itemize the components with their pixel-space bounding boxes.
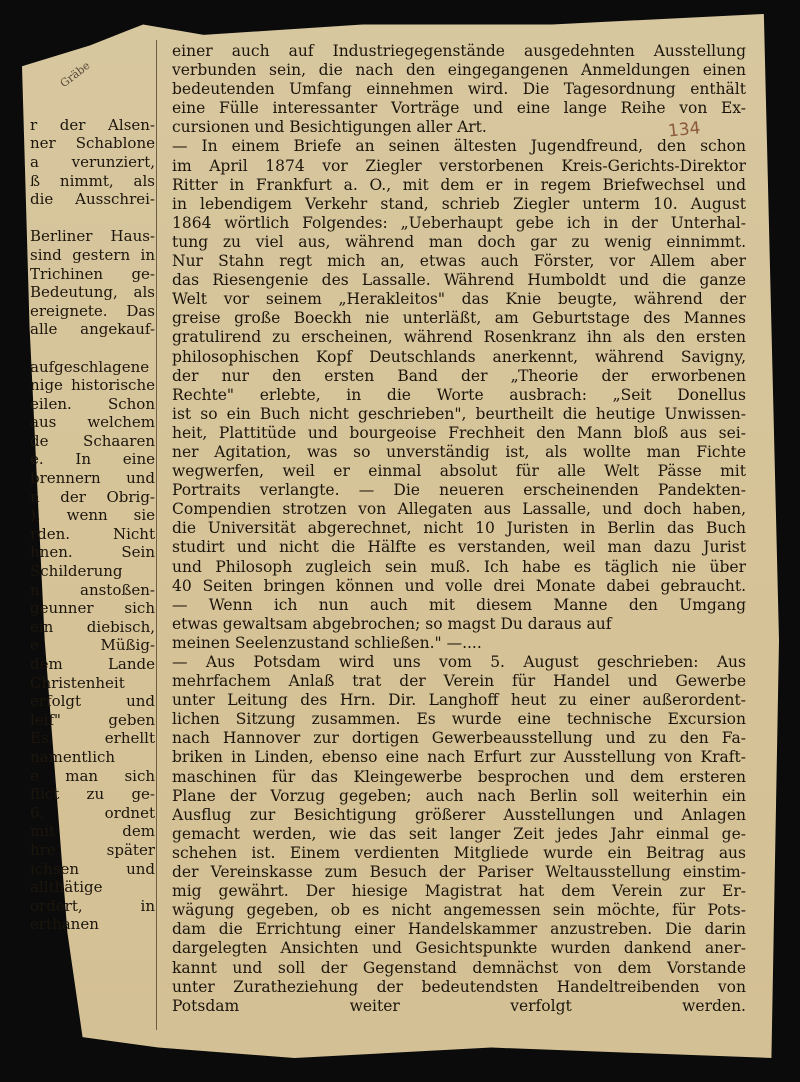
main-line: schehen ist. Einem verdienten Mitgliede wurde ein Beitrag aus (172, 843, 746, 862)
main-line: der nur den ersten Band der „Theorie der erworbenen (172, 366, 746, 385)
left-column-fragment (30, 60, 155, 1020)
main-line: Welt vor seinem „Herakleitos" das Knie beugte, während der (172, 290, 746, 309)
main-line: mig gewährt. Der hiesige Magistrat hat dem Verein zur Er- (172, 882, 746, 901)
left-line (30, 97, 155, 116)
main-line: nach Hannover zur dortigen Gewerbeausstellung und zu den Fa- (172, 729, 746, 748)
left-line (30, 339, 155, 358)
left-line: ner Schablone (30, 134, 155, 153)
left-line: ichsen und (30, 859, 155, 878)
left-line: eilen. Schon (30, 394, 155, 413)
left-line: ordert, in (30, 896, 155, 915)
main-line: maschinen für das Kleingewerbe besprochen und dem ersteren (172, 767, 746, 786)
column-divider (156, 40, 157, 1030)
left-line: allthätige (30, 878, 103, 897)
left-line: Christenheit (30, 673, 125, 692)
main-line: — Aus Potsdam wird uns vom 5. August geschrieben: Aus (172, 653, 746, 671)
main-line: — In einem Briefe an seinen ältesten Jugendfreund, den schon (172, 137, 746, 156)
left-line: sind gestern in (30, 245, 155, 264)
main-line: Plane der Vorzug gegeben; auch nach Berlin soll weiterhin ein (172, 786, 746, 805)
main-line: im April 1874 vor Ziegler verstorbenen Kreis-Gerichts-Direktor (172, 156, 746, 175)
left-line: Es erhellt (30, 729, 155, 748)
left-line: aus welchem (30, 413, 155, 432)
main-line: etwas gewaltsam abgebrochen; so magst Du daraus auf (172, 614, 612, 633)
main-column (172, 42, 746, 1038)
main-line: Rechte" erlebte, in die Worte ausbrach: „Seit Donellus (172, 385, 746, 404)
main-line: ist so ein Buch nicht geschrieben", beurtheilt die heutige Unwissen- (172, 404, 746, 423)
left-line: n anstoßen- (30, 580, 155, 599)
left-line: die Ausschrei- (30, 190, 155, 209)
left-line (30, 60, 155, 79)
main-line: Potsdam weiter verfolgt werden. (172, 996, 746, 1015)
left-line: erfolgt und (30, 692, 155, 711)
left-line: alle angekauf- (30, 320, 155, 339)
left-line: flict zu ge- (30, 785, 155, 804)
left-line: Trichinen ge- (30, 264, 155, 283)
main-line: unter Zuratheziehung der bedeutendsten Handeltreibenden von (172, 977, 746, 996)
left-line: e. In eine (30, 450, 155, 469)
left-line: ß nimmt, als (30, 171, 155, 190)
main-line: 1864 wörtlich Folgendes: „Ueberhaupt gebe ich in der Unterhal- (172, 213, 746, 232)
main-line: Ausflug zur Besichtigung größerer Ausstellungen und Anlagen (172, 805, 746, 824)
main-line: Nur Stahn regt mich an, etwas auch Förster, vor Allem aber (172, 252, 746, 271)
main-line: lichen Sitzung zusammen. Es wurde eine technische Excursion (172, 710, 746, 729)
main-line: bedeutenden Umfang einnehmen wird. Die Tagesordnung enthält (172, 80, 746, 99)
main-line: mehrfachem Anlaß trat der Verein für Handel und Gewerbe (172, 672, 746, 691)
left-line (30, 79, 155, 98)
main-line: heit, Plattitüde und bourgeoise Frechheit den Mann bloß aus sei- (172, 423, 746, 442)
main-line: verbunden sein, die nach den eingegangenen Anmeldungen einen (172, 61, 746, 80)
main-line: briken in Linden, ebenso eine nach Erfurt zur Ausstellung von Kraft- (172, 748, 746, 767)
left-line: mit dem (30, 822, 155, 841)
left-line: e Müßig- (30, 636, 155, 655)
left-line: aufgeschlagene (30, 357, 150, 376)
left-line: Bedeutung, als (30, 283, 155, 302)
left-line (30, 209, 155, 228)
main-line: dargelegten Ansichten und Gesichtspunkte wurden dankend aner- (172, 939, 746, 958)
left-line: leif" geben (30, 710, 155, 729)
left-line: ein diebisch, (30, 617, 155, 636)
main-line: wegwerfen, weil er einmal absolut für alle Welt Pässe mit (172, 462, 746, 481)
main-line: gratulirend zu erscheinen, während Rosenkranz ihn als den ersten (172, 328, 746, 347)
main-line: das Riesengenie des Lassalle. Während Humboldt und die ganze (172, 271, 746, 290)
handwritten-page-number: 134 (667, 118, 702, 142)
left-line: a verunziert, (30, 152, 155, 171)
main-line: tung zu viel aus, während man doch gar zu wenig einnimmt. (172, 232, 746, 251)
main-line: — Wenn ich nun auch mit diesem Manne den Umgang (172, 595, 746, 614)
main-line: meinen Seelenzustand schließen." —.... (172, 633, 482, 652)
main-line: Portraits verlangte. — Die neueren erscheinenden Pandekten- (172, 481, 746, 500)
left-line: namentlich (30, 747, 116, 766)
main-line: philosophischen Kopf Deutschlands anerkennt, während Savigny, (172, 347, 746, 366)
left-line: hnen. Sein (30, 543, 155, 562)
left-line: rden. Nicht (30, 524, 155, 543)
left-line: geunner sich (30, 599, 155, 618)
main-line: die Universität abgerechnet, nicht 10 Juristen in Berlin das Buch (172, 519, 746, 538)
left-line: brennern und (30, 469, 155, 488)
main-line: 40 Seiten bringen können und volle drei Monate dabei gebraucht. (172, 576, 746, 595)
main-line: Compendien strotzen von Allegaten aus Lassalle, und doch haben, (172, 500, 746, 519)
left-line: Schilderung (30, 562, 123, 581)
left-line: n der Obrig- (30, 487, 155, 506)
main-line: der Vereinskasse zum Besuch der Pariser Weltausstellung einstim- (172, 863, 746, 882)
left-line: hre später (30, 840, 155, 859)
main-line: gemacht werden, wie das seit langer Zeit jedes Jahr einmal ge- (172, 824, 746, 843)
main-line: studirt und nicht die Hälfte es verstanden, weil man dazu Jurist (172, 538, 746, 557)
main-line: wägung gegeben, ob es nicht angemessen sein möchte, für Pots- (172, 901, 746, 920)
main-line: einer auch auf Industriegegenstände ausgedehnten Ausstellung (172, 42, 746, 60)
left-line: dem Lande (30, 655, 155, 673)
main-line: greise große Boeckh nie unterläßt, am Geburtstage des Mannes (172, 309, 746, 328)
left-line: de Schaaren (30, 431, 155, 450)
main-line: und Philosoph zugleich sein muß. Ich habe es täglich nie über (172, 557, 746, 576)
main-line: dam die Errichtung einer Handelskammer anzustreben. Die darin (172, 920, 746, 939)
left-line: ), wenn sie (30, 506, 155, 525)
torn-corner-text: Gräbe (57, 58, 93, 91)
left-line: Berliner Haus- (30, 227, 155, 246)
main-line: in lebendigem Verkehr stand, schrieb Ziegler unterm 10. August (172, 194, 746, 213)
main-line: Ritter in Frankfurt a. O., mit dem er in regem Briefwechsel und (172, 175, 746, 194)
left-line: ereignete. Das (30, 301, 155, 320)
main-line: ner Agitation, was so unverständig ist, als wollte man Fichte (172, 442, 746, 461)
left-line: r der Alsen- (30, 115, 155, 134)
left-line: erthanen (30, 915, 99, 934)
main-line: kannt und soll der Gegenstand demnächst von dem Vorstande (172, 958, 746, 977)
main-line: cursionen und Besichtigungen aller Art. (172, 118, 487, 137)
left-line: nige historische (30, 376, 155, 395)
main-line: eine Fülle interessanter Vorträge und eine lange Reihe von Ex- (172, 99, 746, 118)
main-line: unter Leitung des Hrn. Dir. Langhoff heut zu einer außerordent- (172, 691, 746, 710)
left-line: e man sich (30, 766, 155, 785)
left-line: 6, ordnet (30, 803, 155, 822)
